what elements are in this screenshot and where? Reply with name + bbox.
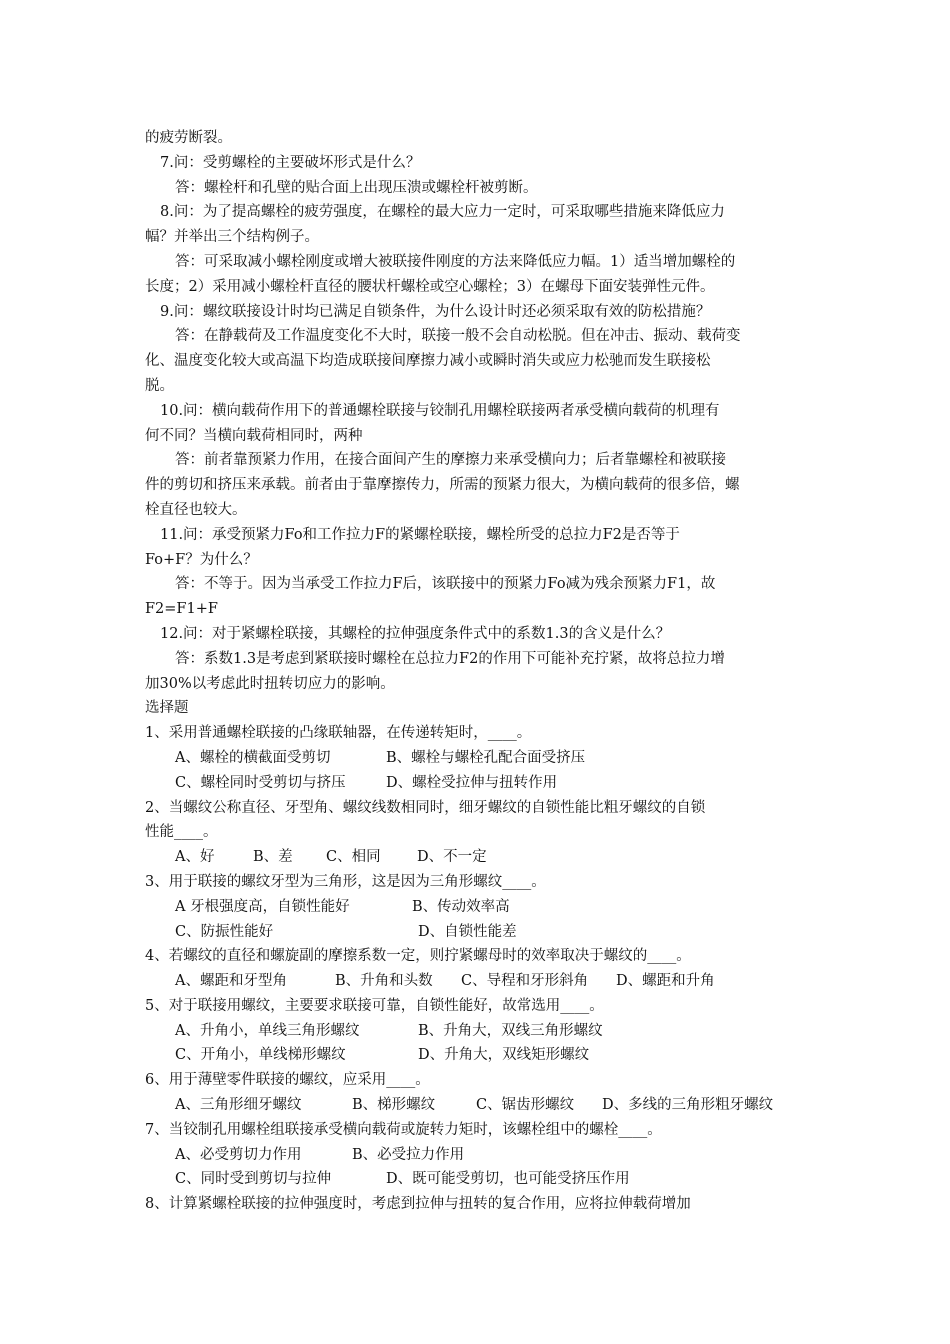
option-b: B、必受拉力作用 bbox=[352, 1146, 465, 1163]
option-d: D、不一定 bbox=[417, 849, 487, 866]
question-7: 7.问：受剪螺栓的主要破坏形式是什么？ bbox=[160, 154, 421, 171]
mc-options bbox=[145, 969, 813, 994]
text-line: 何不同？当横向载荷相同时，两种 bbox=[145, 427, 363, 444]
mc-options bbox=[145, 771, 813, 796]
answer-10: 答：前者靠预紧力作用，在接合面间产生的摩擦力来承受横向力；后者靠螺栓和被联接 bbox=[175, 452, 726, 469]
option-c: C、防振性能好 bbox=[175, 923, 274, 940]
text-line: 长度；2）采用减小螺栓杆直径的腰状杆螺栓或空心螺栓；3）在螺母下面安装弹性元件。 bbox=[145, 278, 715, 295]
text-line: 件的剪切和挤压来承载。前者由于靠摩擦传力，所需的预紧力很大，为横向载荷的很多倍，螺 bbox=[145, 477, 740, 494]
option-c: C、螺栓同时受剪切与挤压 bbox=[175, 774, 346, 791]
text-line: F2=F1+F bbox=[145, 601, 218, 618]
mc-question-5: 5、对于联接用螺纹，主要要求联接可靠，自锁性能好，故常选用____。 bbox=[145, 997, 604, 1014]
section-title: 选择题 bbox=[145, 700, 189, 717]
mc-options bbox=[145, 1093, 813, 1118]
option-a: A、必受剪切力作用 bbox=[175, 1146, 302, 1163]
question-8: 8.问：为了提高螺栓的疲劳强度，在螺栓的最大应力一定时，可采取哪些措施来降低应力 bbox=[160, 204, 725, 221]
text-line: 幅？并举出三个结构例子。 bbox=[145, 229, 319, 246]
mc-options bbox=[145, 845, 813, 870]
text-line: 栓直径也较大。 bbox=[145, 501, 247, 518]
option-c: C、同时受到剪切与拉伸 bbox=[175, 1171, 332, 1188]
option-a: A、好 bbox=[175, 849, 215, 866]
question-11: 11.问：承受预紧力Fo和工作拉力F的紧螺栓联接，螺栓所受的总拉力F2是否等于 bbox=[160, 526, 680, 543]
mc-options bbox=[145, 746, 813, 771]
mc-options bbox=[145, 1143, 813, 1168]
mc-question-3: 3、用于联接的螺纹牙型为三角形，这是因为三角形螺纹____。 bbox=[145, 873, 546, 890]
mc-options bbox=[145, 895, 813, 920]
mc-question-8: 8、计算紧螺栓联接的拉伸强度时，考虑到拉伸与扭转的复合作用，应将拉伸载荷增加 bbox=[145, 1196, 691, 1213]
mc-options bbox=[145, 1043, 813, 1068]
answer-11: 答：不等于。因为当承受工作拉力F后，该联接中的预紧力Fo减为残余预紧力F1，故 bbox=[175, 576, 716, 593]
question-10: 10.问：横向载荷作用下的普通螺栓联接与铰制孔用螺栓联接两者承受横向载荷的机理有 bbox=[160, 402, 720, 419]
text-line: Fo+F？为什么？ bbox=[145, 551, 258, 568]
mc-question-4: 4、若螺纹的直径和螺旋副的摩擦系数一定，则拧紧螺母时的效率取决于螺纹的____。 bbox=[145, 948, 691, 965]
mc-question-1: 1、采用普通螺栓联接的凸缘联轴器，在传递转矩时，____。 bbox=[145, 725, 532, 742]
option-b: B、螺栓与螺栓孔配合面受挤压 bbox=[386, 749, 586, 766]
answer-9: 答：在静载荷及工作温度变化不大时，联接一般不会自动松脱。但在冲击、振动、载荷变 bbox=[175, 328, 741, 345]
option-b: B、梯形螺纹 bbox=[352, 1097, 436, 1114]
option-b: B、升角和头数 bbox=[335, 973, 433, 990]
option-b: B、传动效率高 bbox=[412, 898, 510, 915]
text-line: 脱。 bbox=[145, 377, 174, 394]
mc-question-7: 7、当铰制孔用螺栓组联接承受横向载荷或旋转力矩时，该螺栓组中的螺栓____。 bbox=[145, 1121, 662, 1138]
text-line: 加30%以考虑此时扭转切应力的影响。 bbox=[145, 675, 395, 692]
option-a: A 牙根强度高，自锁性能好 bbox=[175, 898, 350, 915]
text-line: 的疲劳断裂。 bbox=[145, 130, 232, 146]
mc-question-2: 2、当螺纹公称直径、牙型角、螺纹线数相同时，细牙螺纹的自锁性能比粗牙螺纹的自锁 bbox=[145, 799, 706, 816]
mc-question-6: 6、用于薄壁零件联接的螺纹，应采用____。 bbox=[145, 1072, 430, 1089]
option-a: A、螺距和牙型角 bbox=[175, 973, 287, 990]
text-line: 化、温度变化较大或高温下均造成联接间摩擦力减小或瞬时消失或应力松驰而发生联接松 bbox=[145, 353, 711, 370]
option-c: C、锯齿形螺纹 bbox=[476, 1097, 575, 1114]
option-d: D、螺距和升角 bbox=[616, 973, 715, 990]
document-body bbox=[145, 126, 813, 1217]
option-a: A、螺栓的横截面受剪切 bbox=[175, 749, 331, 766]
option-d: D、螺栓受拉伸与扭转作用 bbox=[386, 774, 558, 791]
option-a: A、升角小，单线三角形螺纹 bbox=[175, 1022, 360, 1039]
option-c: C、开角小，单线梯形螺纹 bbox=[175, 1047, 346, 1064]
mc-options bbox=[145, 1167, 813, 1192]
option-b: B、升角大，双线三角形螺纹 bbox=[418, 1022, 603, 1039]
answer-7: 答：螺栓杆和孔壁的贴合面上出现压溃或螺栓杆被剪断。 bbox=[175, 179, 538, 196]
option-c: C、导程和牙形斜角 bbox=[461, 973, 589, 990]
text-line: 性能____。 bbox=[145, 824, 218, 841]
mc-options bbox=[145, 920, 813, 945]
option-d: D、自锁性能差 bbox=[418, 923, 517, 940]
question-9: 9.问：螺纹联接设计时均已满足自锁条件，为什么设计时还必须采取有效的防松措施？ bbox=[160, 303, 711, 320]
option-d: D、升角大，双线矩形螺纹 bbox=[418, 1047, 590, 1064]
mc-options bbox=[145, 1019, 813, 1044]
option-d: D、既可能受剪切，也可能受挤压作用 bbox=[386, 1171, 630, 1188]
question-12: 12.问：对于紧螺栓联接，其螺栓的拉伸强度条件式中的系数1.3的含义是什么？ bbox=[160, 625, 671, 642]
option-b: B、差 bbox=[253, 849, 293, 866]
option-d: D、多线的三角形粗牙螺纹 bbox=[602, 1097, 774, 1114]
option-a: A、三角形细牙螺纹 bbox=[175, 1097, 302, 1114]
option-c: C、相同 bbox=[326, 849, 381, 866]
answer-8: 答：可采取减小螺栓刚度或增大被联接件刚度的方法来降低应力幅。1）适当增加螺栓的 bbox=[175, 253, 736, 270]
answer-12: 答：系数1.3是考虑到紧联接时螺栓在总拉力F2的作用下可能补充拧紧，故将总拉力增 bbox=[175, 650, 725, 667]
